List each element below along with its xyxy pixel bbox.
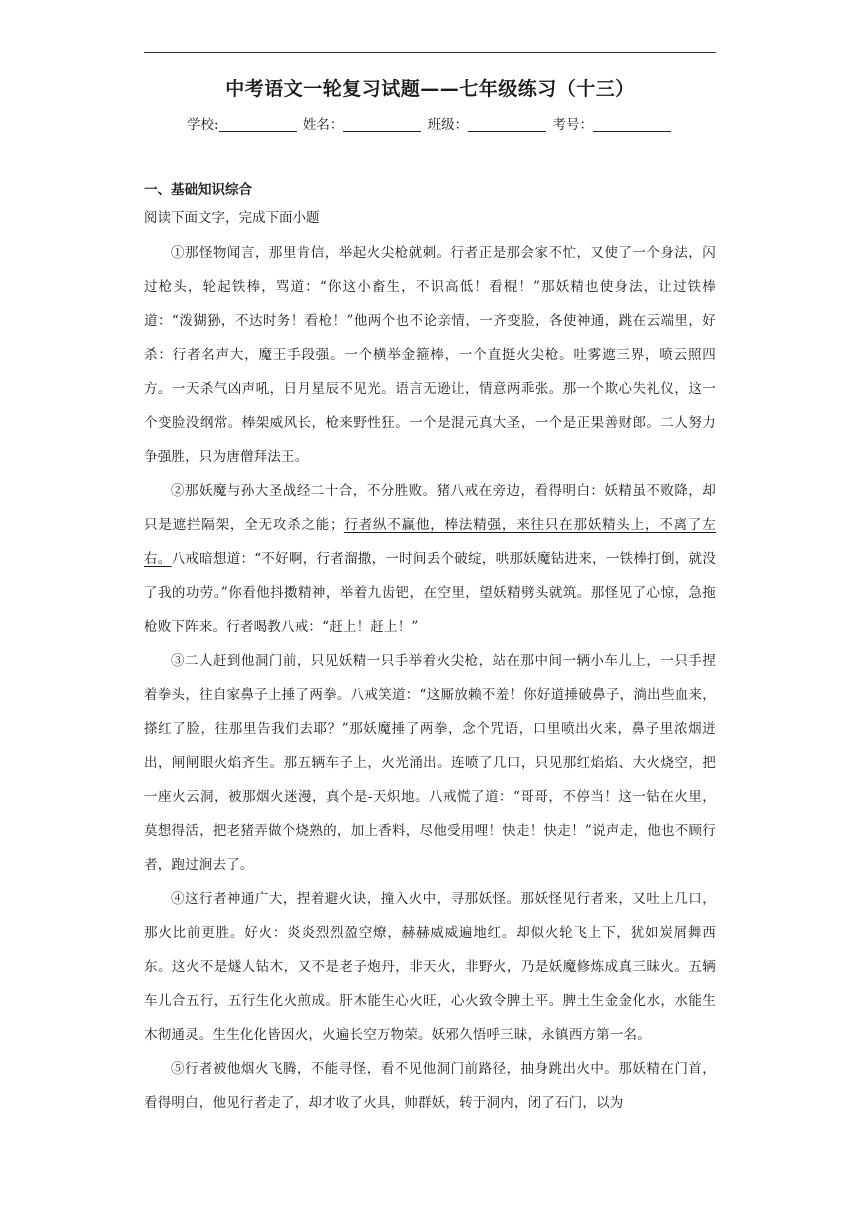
passage-paragraph-3: ③二人赶到他洞门前，只见妖精一只手举着火尖枪，站在那中间一辆小车儿上，一只手捏着拳头，往自家鼻子上捶了两拳。八戒笑道：“这厮放赖不羞！你好道捶破鼻子，淌出些血来，搽红了脸，往那里告我们去耶？”那妖魔捶了两拳，念个咒语，口里喷出火来，鼻子里浓烟迸出，闸闸眼火焰齐生。那五辆车子上，火光涌出。连喷了几口，只见那红焰焰、大火烧空，把一座火云洞，被那烟火迷漫，真个是-天炽地。八戒慌了道：“哥哥，不停当！这一钻在火里，莫想得活，把老猪弄做个烧熟的，加上香料，尽他受用哩！快走！快走！”说声走，他也不顾行者，跑过涧去了。 bbox=[144, 653, 716, 873]
passage-paragraph-5: ⑤行者被他烟火飞腾，不能寻怪，看不见他洞门前路径，抽身跳出火中。那妖精在门首，看得明白，他见行者走了，却才收了火具，帅群妖，转于洞内，闭了石门，以为 bbox=[144, 1061, 716, 1111]
name-label: 姓名： bbox=[302, 117, 344, 133]
school-blank[interactable] bbox=[219, 117, 297, 132]
reading-instruction: 阅读下面文字，完成下面小题 bbox=[144, 210, 320, 226]
exam-number-blank[interactable] bbox=[593, 117, 671, 132]
student-info-line bbox=[0, 113, 860, 133]
document-body bbox=[144, 180, 716, 1120]
underlined-sentence: 行者纵不赢他，棒法精强，来往只在那妖精头上，不离了左右。 bbox=[144, 517, 716, 567]
school-label: 学校: bbox=[187, 117, 219, 133]
name-blank[interactable] bbox=[343, 117, 421, 132]
exam-number-label: 考号： bbox=[552, 117, 593, 133]
header-rule bbox=[144, 52, 716, 53]
passage-paragraph-2 bbox=[144, 474, 716, 644]
paragraph-2-text-continued: 八戒暗想道：“不好啊，行者溜撒，一时间丢个破绽，哄那妖魔钻进来，一铁棒打倒，就没了我的功劳。”你看他抖擞精神，举着九齿钯，在空里，望妖精劈头就筑。那怪见了心惊，急拖枪败下阵来。行者喝教八戒：“赶上！赶上！” bbox=[144, 551, 716, 635]
class-blank[interactable] bbox=[468, 117, 546, 132]
passage-paragraph-1: ①那怪物闻言，那里肯信，举起火尖枪就刺。行者正是那会家不忙，又使了一个身法，闪过枪头，轮起铁棒，骂道：“你这小畜生，不识高低！看棍！”那妖精也使身法，让过铁棒道：“泼猢狲，不达时务！看枪！”他两个也不论亲情，一齐变脸，各使神通，跳在云端里，好杀：行者名声大，魔王手段强。一个横举金箍棒，一个直挺火尖枪。吐雾遮三界，喷云照四方。一天杀气凶声吼，日月星辰不见光。语言无逊让，情意两乖张。那一个欺心失礼仪，这一个变脸没纲常。棒架威风长，枪来野性狂。一个是混元真大圣，一个是正果善财郎。二人努力争强胜，只为唐僧拜法王。 bbox=[144, 245, 716, 465]
page-title: 中考语文一轮复习试题——七年级练习（十三） bbox=[225, 78, 635, 100]
passage-paragraph-4: ④这行者神通广大，捏着避火诀，撞入火中，寻那妖怪。那妖怪见行者来，又吐上几口，那火比前更胜。好火：炎炎烈烈盈空燎，赫赫威威遍地红。却似火轮飞上下，犹如炭屑舞西东。这火不是燧人钻木，又不是老子炮丹，非天火，非野火，乃是妖魔修炼成真三昧火。五辆车儿合五行，五行生化火煎成。肝木能生心火旺，心火致令脾土平。脾土生金金化水，水能生木彻通灵。生生化化皆因火，火遍长空万物荣。妖邪久悟呼三昧，永镇西方第一名。 bbox=[144, 891, 716, 1043]
section-heading: 一、基础知识综合 bbox=[144, 182, 252, 198]
class-label: 班级： bbox=[427, 117, 469, 133]
paragraph-2-text: ②那妖魔与孙大圣战经二十合，不分胜败。猪八戒在旁边，看得明白：妖精虽不败降，却只是遮拦隔架，全无攻杀之能； bbox=[144, 483, 716, 533]
